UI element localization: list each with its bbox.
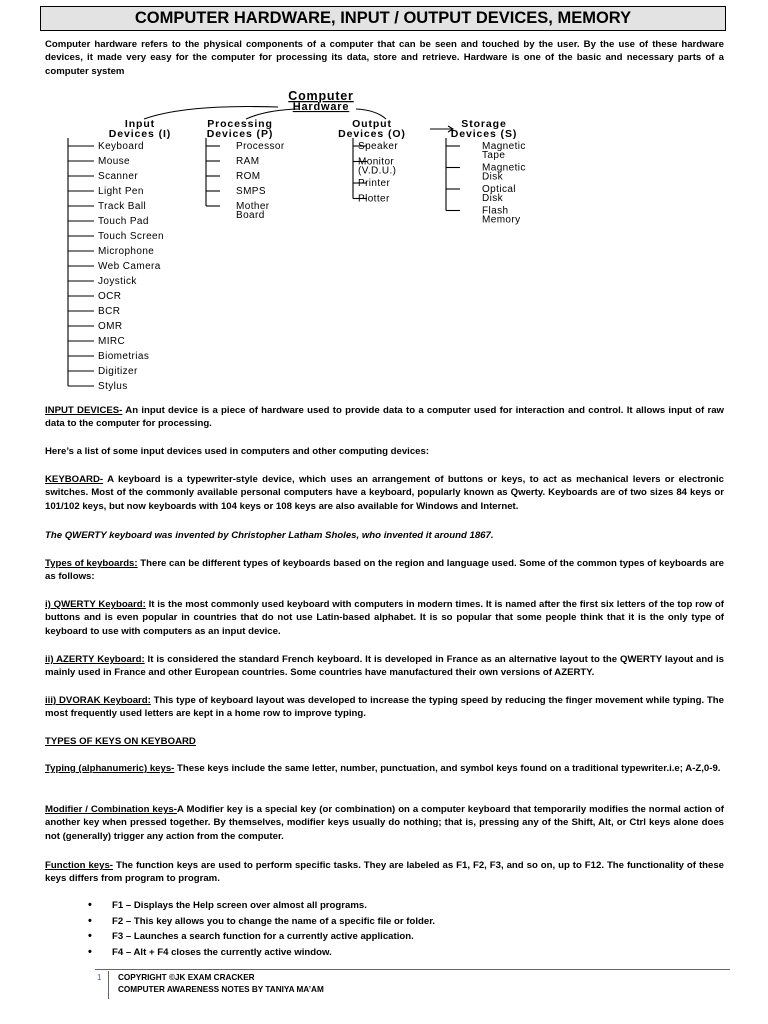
column-heading: Storage	[461, 118, 507, 130]
list-item: • F2 – This key allows you to change the name of a specific file or folder.	[88, 914, 435, 930]
hardware-tree-diagram	[56, 86, 556, 396]
tree-item-label: (V.D.U.)	[358, 165, 397, 177]
typing-keys-paragraph	[45, 762, 724, 775]
qwerty-paragraph	[45, 598, 724, 638]
azerty-label: ii) AZERTY Keyboard:	[45, 654, 145, 665]
tree-item-label: Plotter	[358, 193, 390, 205]
typing-keys-text: These keys include the same letter, number, punctuation, and symbol keys found on a traditional typewriter.i.e; A-Z,0-9.	[174, 763, 721, 774]
typing-keys-label: Typing (alphanumeric) keys-	[45, 763, 175, 774]
dvorak-text: This type of keyboard layout was developed to increase the typing speed by reducing the finger movement while typing. The most frequently used letters are kept in a home row to improve typing.	[45, 695, 724, 720]
tree-item-label: OCR	[98, 291, 122, 302]
column-heading: Output	[352, 118, 392, 130]
input-devices-text: An input device is a piece of hardware used to provide data to a computer used for interaction and control. It allows input of raw data to the computer for processing.	[45, 405, 724, 430]
tree-item-label: Processor	[236, 141, 285, 152]
tree-item-label: Touch Pad	[98, 216, 149, 227]
tree-item-label: Biometrias	[98, 351, 150, 362]
tree-item-label: ROM	[236, 171, 261, 182]
function-keys-label: Function keys-	[45, 860, 113, 871]
intro-paragraph	[45, 38, 724, 78]
input-devices-paragraph	[45, 404, 724, 431]
types-label: Types of keyboards:	[45, 558, 138, 569]
modifier-keys-paragraph	[45, 803, 724, 843]
page-title: COMPUTER HARDWARE, INPUT / OUTPUT DEVICES, MEMORY	[40, 6, 726, 31]
dvorak-paragraph	[45, 694, 724, 721]
qwerty-label: i) QWERTY Keyboard:	[45, 599, 146, 610]
tree-root-label: Hardware	[292, 101, 350, 113]
azerty-text: It is considered the standard French keyboard. It is developed in France as an alternative layout to the QWERTY layout and is mainly used in France and other European countries. Some countries have manufactured their own versions of AZERTY.	[45, 654, 724, 679]
list-item: • F3 – Launches a search function for a currently active application.	[88, 929, 435, 945]
tree-item-label: Scanner	[98, 171, 139, 182]
list-item: • F4 – Alt + F4 closes the currently active window.	[88, 945, 435, 961]
tree-item-label: BCR	[98, 306, 121, 317]
keyboard-paragraph	[45, 473, 724, 513]
tree-item-label: Digitizer	[98, 366, 138, 377]
modifier-keys-label: Modifier / Combination keys-	[45, 804, 177, 815]
keyboard-label: KEYBOARD-	[45, 474, 104, 485]
tree-item-label: Tape	[482, 150, 506, 161]
tree-item-label: Microphone	[98, 246, 155, 257]
tree-item-label: Printer	[358, 178, 391, 189]
tree-item-label: Stylus	[98, 381, 128, 392]
column-heading: Devices (O)	[338, 128, 406, 140]
tree-item-label: Track Ball	[98, 201, 147, 212]
tree-item-label: Disk	[482, 171, 504, 183]
footer-text	[118, 972, 324, 995]
tree-item-label: Optical	[482, 184, 516, 195]
input-devices-label: INPUT DEVICES-	[45, 405, 123, 416]
azerty-paragraph	[45, 653, 724, 680]
tree-item-label: Disk	[482, 193, 504, 204]
tree-item-label: Speaker	[358, 141, 399, 152]
tree-item-label: Web Camera	[98, 261, 161, 272]
tree-item-label: Flash	[482, 205, 509, 217]
types-text: There can be different types of keyboards based on the region and language used. Some of the common types of keyboards are as follows:	[45, 558, 725, 583]
footer-divider	[108, 971, 109, 999]
column-heading: Devices (S)	[450, 128, 518, 140]
page-number: 1	[97, 973, 102, 982]
tree-item-label: Mouse	[98, 156, 131, 167]
footer-rule	[95, 969, 730, 970]
intro-text: Computer hardware refers to the physical components of a computer that can be seen and touched by the user. By the use of these hardware devices, it made very easy for the computer for processing its data, store and retrieve. Hardware is one of the basic and necessary parts of a computer system	[45, 39, 724, 77]
qwerty-fact: The QWERTY keyboard was invented by Christopher Latham Sholes, who invented it around 1867.	[45, 530, 494, 541]
tree-item-label: Keyboard	[98, 141, 145, 152]
modifier-keys-text: A Modifier key is a special key (or combination) on a computer keyboard that temporarily modifies the normal action of another key when pressed together. By themselves, modifier keys usually do nothing; that is, pressing any of the Shift, Alt, or Ctrl keys alone does not (generally) trigger any action from the computer.	[45, 804, 724, 842]
column-heading: Processing	[207, 118, 273, 130]
function-keys-text: The function keys are used to perform specific tasks. They are labeled as F1, F2, F3, and so on, up to F12. The functionality of these keys differs from program to program.	[45, 860, 725, 885]
tree-item-label: Monitor	[358, 156, 395, 168]
column-heading: Devices (P)	[206, 128, 274, 140]
footer-author: COMPUTER AWARENESS NOTES BY TANIYA MA’AM	[118, 984, 324, 994]
tree-item-label: Mother	[236, 201, 270, 212]
tree-item-label: SMPS	[236, 186, 266, 197]
keys-heading: TYPES OF KEYS ON KEYBOARD	[45, 736, 196, 747]
tree-item-label: MIRC	[98, 336, 126, 347]
tree-root-label: Computer	[288, 89, 354, 103]
tree-item-label: Joystick	[98, 276, 137, 287]
function-keys-paragraph	[45, 859, 724, 886]
function-keys-list	[88, 898, 435, 960]
tree-item-label: Board	[236, 210, 265, 221]
tree-item-label: OMR	[98, 321, 123, 332]
tree-item-label: Memory	[482, 214, 521, 226]
column-heading: Devices (I)	[108, 128, 172, 140]
types-paragraph	[45, 557, 724, 584]
tree-labels	[98, 89, 526, 392]
tree-item-label: Touch Screen	[98, 231, 164, 242]
qwerty-text: It is the most commonly used keyboard with computers in modern times. It is named after the first six letters of the top row of buttons and is even popular in countries that do not use Latin-based alphabet. It is so popular that some people think that it is the only type of keyboard to use with computers as an input device.	[45, 599, 724, 637]
tree-item-label: Light Pen	[98, 186, 144, 197]
tree-item-label: RAM	[236, 156, 260, 167]
list-intro: Here’s a list of some input devices used in computers and other computing devices:	[45, 446, 430, 457]
keyboard-text: A keyboard is a typewriter-style device, which uses an arrangement of buttons or keys, to act as mechanical levers or electronic switches. Most of the commonly available personal computers have a keyboard, popularly known as Qwerty. Keyboards are of two sizes 84 keys or 101/102 keys, but now keyboards with 104 keys or 108 keys are also available for Windows and Internet.	[45, 474, 724, 512]
dvorak-label: iii) DVORAK Keyboard:	[45, 695, 151, 706]
tree-item-label: Magnetic	[482, 162, 526, 174]
tree-item-label: Magnetic	[482, 141, 526, 152]
list-item: • F1 – Displays the Help screen over almost all programs.	[88, 898, 435, 914]
footer-copyright: COPYRIGHT ©JK EXAM CRACKER	[118, 973, 255, 982]
column-heading: Input	[124, 118, 156, 130]
